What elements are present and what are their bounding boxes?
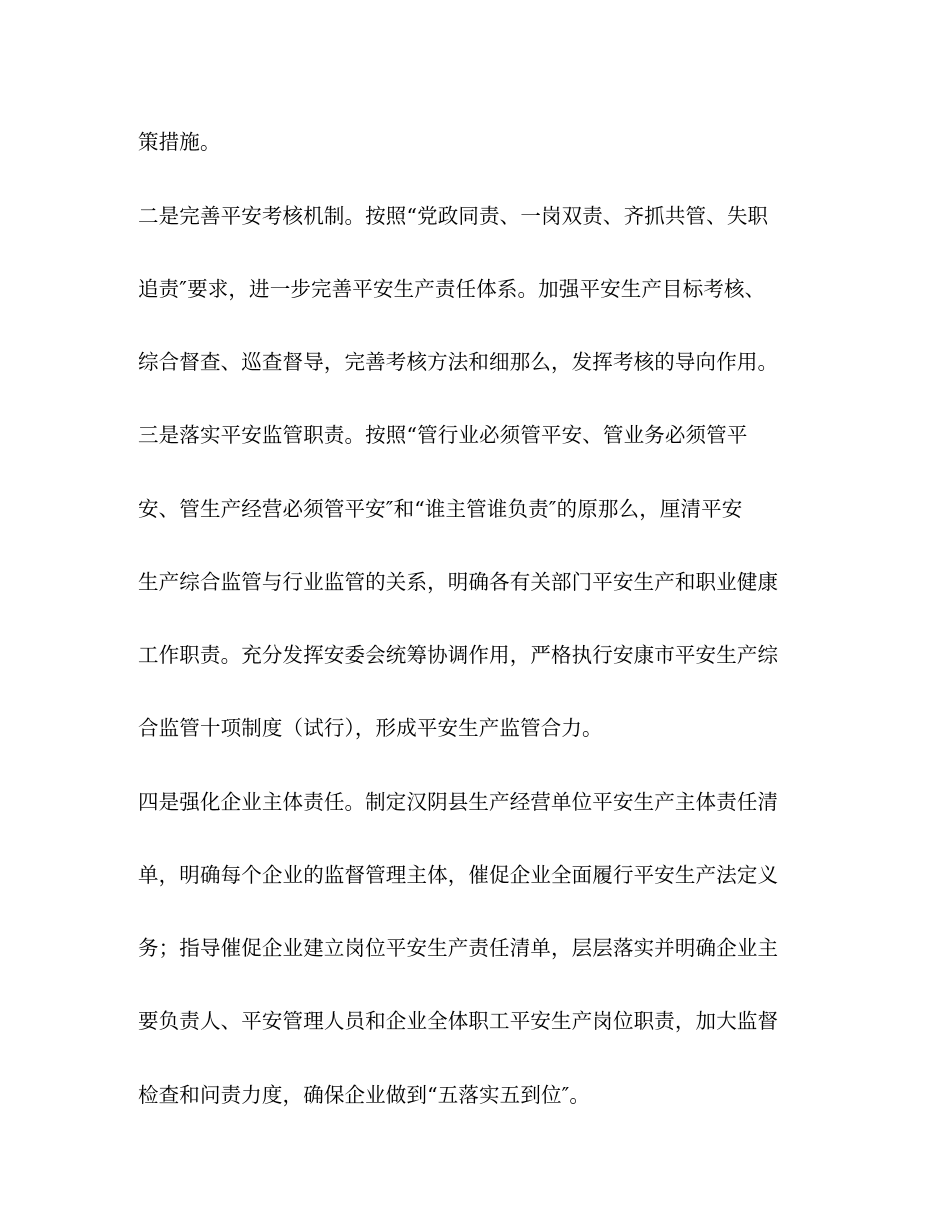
text-line: 综合督查、巡查督导，完善考核方法和细那么，发挥考核的导向作用。 (138, 350, 779, 374)
text-line: 单，明确每个企业的监督管理主体，催促企业全面履行平安生产法定义 (138, 863, 779, 887)
text-line: 四是强化企业主体责任。制定汉阴县生产经营单位平安生产主体责任清 (138, 790, 779, 814)
text-line: 检查和问责力度，确保企业做到“五落实五到位″。 (138, 1083, 591, 1107)
text-line: 工作职责。充分发挥安委会统筹协调作用，严格执行安康市平安生产综 (138, 643, 779, 667)
text-line: 合监管十项制度（试行），形成平安生产监管合力。 (138, 716, 603, 740)
text-line: 务；指导催促企业建立岗位平安生产责任清单，层层落实并明确企业主 (138, 936, 779, 960)
text-line: 二是完善平安考核机制。按照“党政同责、一岗双责、齐抓共管、失职 (138, 204, 769, 228)
text-line: 策措施。 (138, 130, 221, 154)
text-line: 要负责人、平安管理人员和企业全体职工平安生产岗位职责，加大监督 (138, 1009, 779, 1033)
text-line: 生产综合监管与行业监管的关系，明确各有关部门平安生产和职业健康 (138, 570, 779, 594)
text-line: 追责″要求，进一步完善平安生产责任体系。加强平安生产目标考核、 (138, 277, 766, 301)
text-line: 三是落实平安监管职责。按照“管行业必须管平安、管业务必须管平 (138, 423, 748, 447)
text-line: 安、管生产经营必须管平安″和“谁主管谁负责″的原那么，厘清平安 (138, 497, 743, 521)
